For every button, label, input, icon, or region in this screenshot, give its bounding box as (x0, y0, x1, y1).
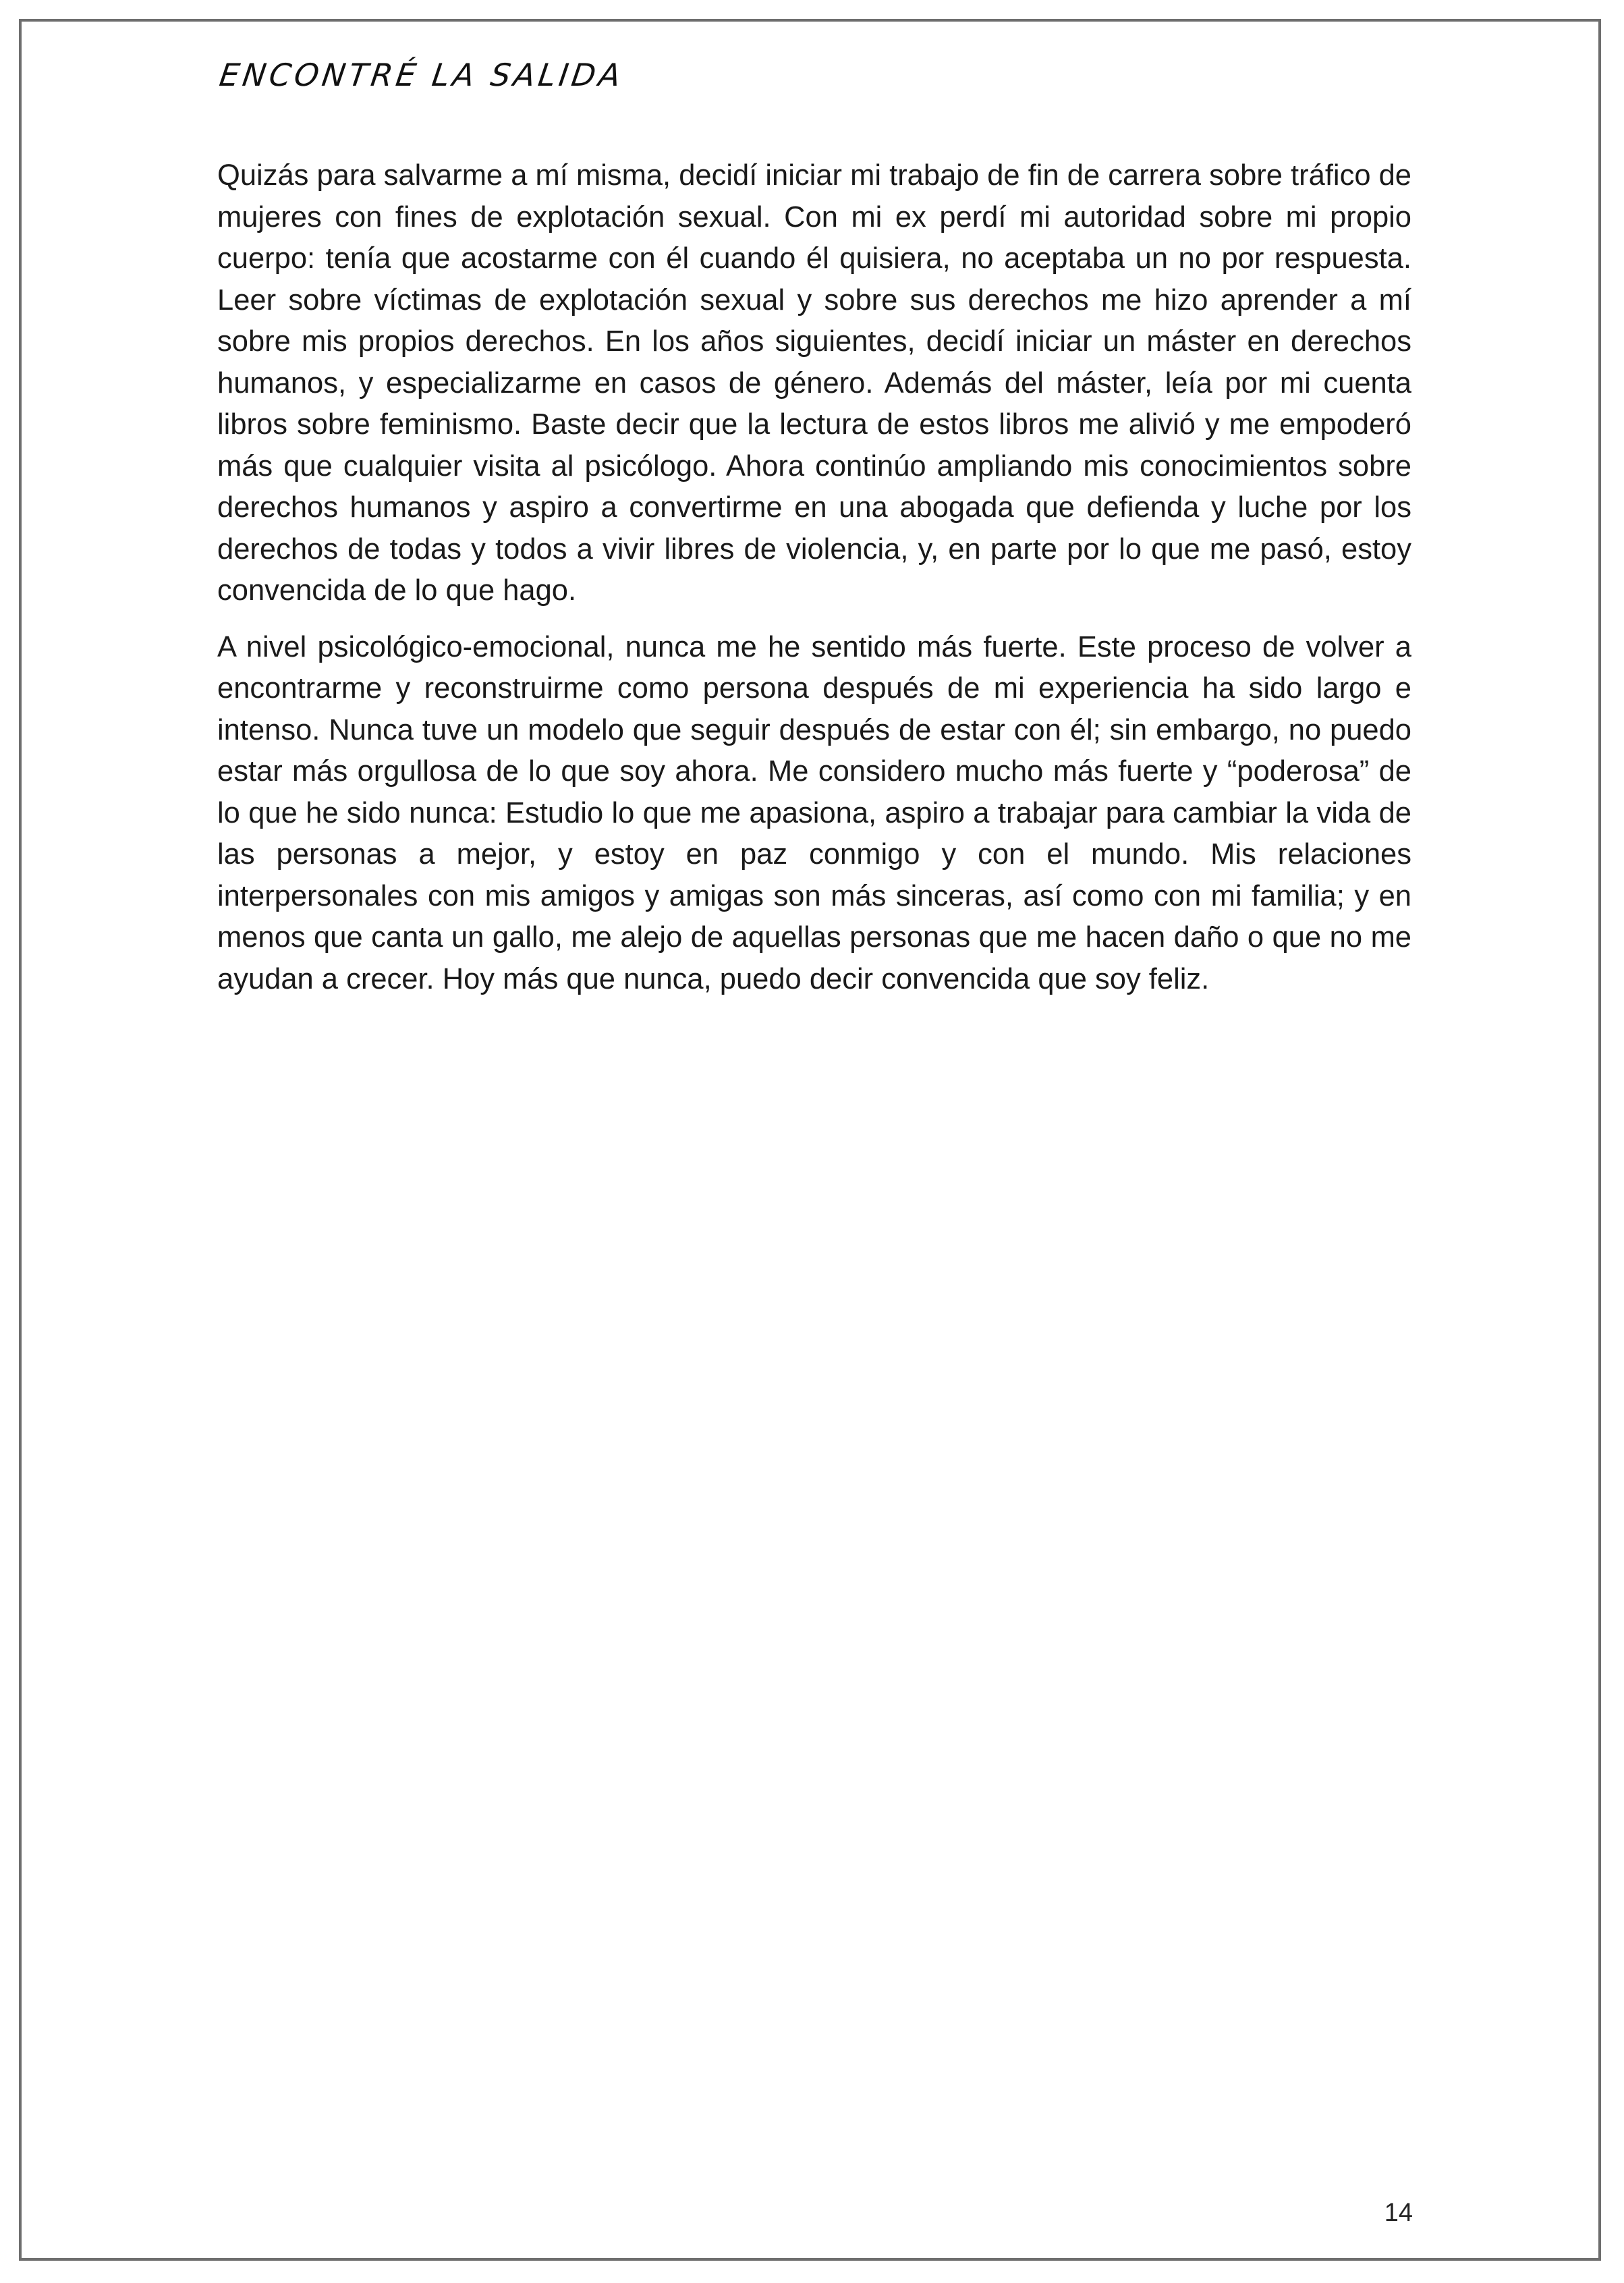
paragraph-2: A nivel psicológico-emocional, nunca me he sentido más fuerte. Este proceso de volver a encontrarme y reconstruirme como persona después de mi experiencia ha sido largo e intenso. Nunca tuve un modelo que seguir después de estar con él; sin embargo, no puedo estar más orgullosa de lo que soy ahora. Me considero mucho más fuerte y “poderosa” de lo que he sido nunca: Estudio lo que me apasiona, aspiro a trabajar para cambiar la vida de las personas a mejor, y estoy en paz conmigo y con el mundo. Mis relaciones interpersonales con mis amigos y amigas son más sinceras, así como con mi familia; y en menos que canta un gallo, me alejo de aquellas personas que me hacen daño o que no me ayudan a crecer. Hoy más que nunca, puedo decir convencida que soy feliz. (217, 630, 1411, 995)
running-header-title: ENCONTRÉ LA SALIDA (217, 57, 627, 93)
paragraph-1: Quizás para salvarme a mí misma, decidí iniciar mi trabajo de fin de carrera sobre tráfico de mujeres con fines de explotación sexual. Con mi ex perdí mi autoridad sobre mi propio cuerpo: tenía que acostarme con él cuando él quisiera, no aceptaba un no por respuesta. Leer sobre víctimas de explotación sexual y sobre sus derechos me hizo aprender a mí sobre mis propios derechos. En los años siguientes, decidí iniciar un máster en derechos humanos, y especializarme en casos de género. Además del máster, leía por mi cuenta libros sobre feminismo. Baste decir que la lectura de estos libros me alivió y me empoderó más que cualquier visita al psicólogo. Ahora continúo ampliando mis conocimientos sobre derechos humanos y aspiro a convertirme en una abogada que defienda y luche por los derechos de todas y todos a vivir libres de violencia, y, en parte por lo que me pasó, estoy convencida de lo que hago. (217, 159, 1411, 607)
page-number: 14 (1384, 2199, 1413, 2227)
body-text (217, 155, 1411, 1015)
